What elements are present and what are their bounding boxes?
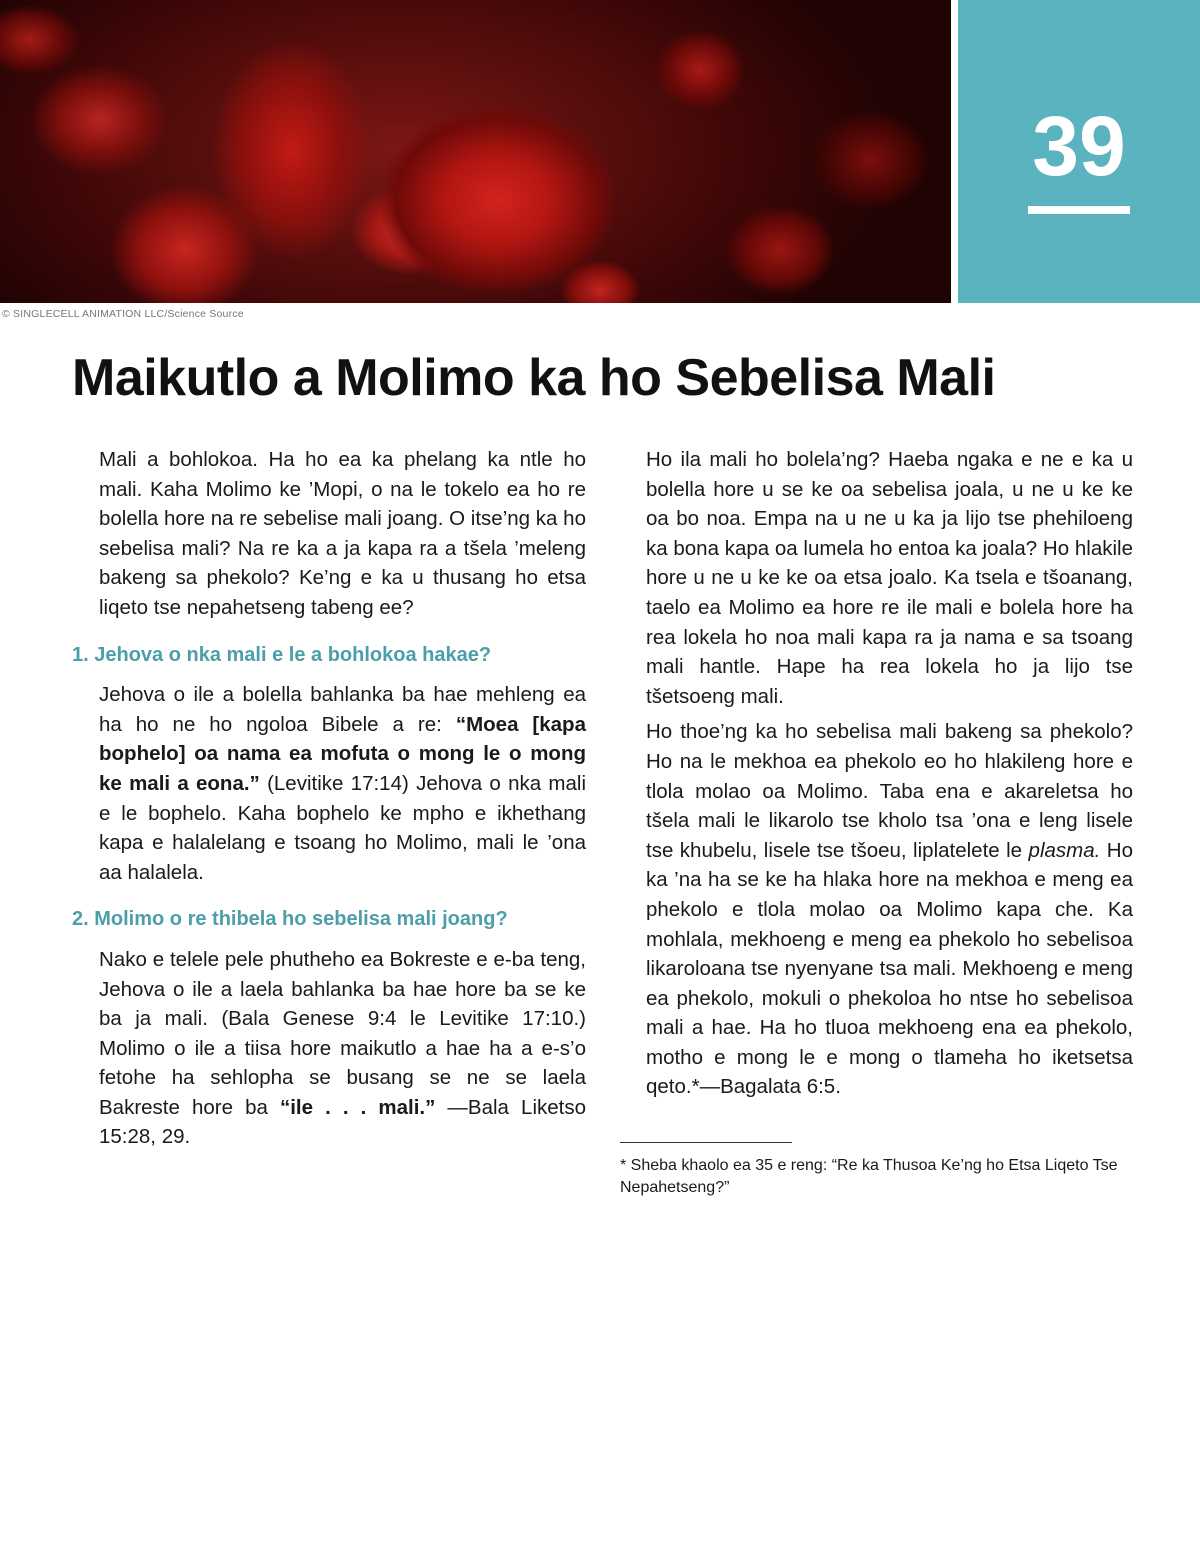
question-1-text-before: Jehova o ile a bolella bahlanka ba hae mehleng ea ha ho ne ho ngoloa Bibele a re: bbox=[99, 683, 586, 736]
blood-cells-photo bbox=[0, 0, 951, 303]
question-1-quote: “Moea [kapa bophelo] oa nama ea mofuta o mong le o mong ke mali a eona.” bbox=[99, 712, 586, 795]
footnote: * Sheba khaolo ea 35 e reng: “Re ka Thusoa Ke’ng ho Etsa Liqeto Tse Nepahetseng?” bbox=[620, 1157, 1118, 1196]
right-paragraph-2-after: Ho ka ’na ha se ke ha hlaka hore na mekhoa e meng ea phekolo e tlola molao oa Molimo kapa che. Ka mohlala, mekhoeng e meng ea phekolo ho sebelisoa likaroloana tse nyenyane tsa mali. Mekhoeng e meng ea phekolo, mokuli o phekoloa ho ntse ho sebelisoa mali a hae. Ha ho tluoa mekhoeng ena ea phekolo, motho e mong le e mong o tlameha ho iketsetsa qeto.*—Bagalata 6:5. bbox=[646, 838, 1133, 1099]
image-credit: © SINGLECELL ANIMATION LLC/Science Source bbox=[2, 308, 244, 320]
question-2-text-after: —Bala Liketso 15:28, 29. bbox=[99, 1095, 586, 1149]
question-2-number: 2. bbox=[72, 908, 89, 931]
question-1-paragraph bbox=[99, 680, 586, 887]
chapter-underline bbox=[1028, 206, 1130, 214]
chapter-number-box bbox=[958, 0, 1200, 303]
right-paragraph-2-before: Ho thoe’ng ka ho sebelisa mali bakeng sa phekolo? Ho na le mekhoa ea phekolo eo ho hlakileng hore e tlola molao oa Molimo. Taba ena e akareletsa ho tšela mali le likarolo tse kholo tsa ’ona e leng lisele tse khubelu, lisele tse tšoeu, liplatelete le bbox=[646, 720, 1133, 862]
intro-paragraph: Mali a bohlokoa. Ha ho ea ka phelang ka ntle ho mali. Kaha Molimo ke ’Mopi, o na le tokelo ea ho re bolella hore na re sebelise mali joang. O itse’ng ka ho sebelisa mali? Na re ka a ja kapa ra a tšela ’meleng bakeng sa phekolo? Ke’ng e ka u thusang ho etsa liqeto tse nepahetseng tabeng ee? bbox=[99, 448, 586, 619]
question-2-text: Molimo o re thibela ho sebelisa mali joang? bbox=[94, 908, 508, 931]
chapter-number: 39 bbox=[1032, 99, 1126, 193]
right-paragraph-2 bbox=[646, 717, 1133, 1102]
right-paragraph-1: Ho ila mali ho bolela’ng? Haeba ngaka e ne e ka u bolella hore u se ke oa sebelisa joala, u ne u ke ke oa bo noa. Empa na u ne u ka ja lijo tse phehiloeng ka bona kapa oa lumela ho entoa ka joala? Ho hlakile hore u ne u ke ke oa etsa joalo. Ka tsela e tšoanang, taelo ea Molimo ea hore re ile mali e bolela hore ha rea lokela ho noa mali kapa ra ja nama e sa tsoang mali hantle. Hape ha rea lokela ho ja lijo tse tšetsoeng mali. bbox=[646, 448, 1133, 708]
question-2-text-before: Nako e telele pele phutheho ea Bokreste e e-ba teng, Jehova o ile a laela bahlanka ba hae hore ba se ke ba ja mali. (Bala Genese 9:4 le Levitike 17:10.) Molimo o ile a tiisa hore maikutlo a hae ha a e-s’o fetohe ha sehlopha se busang se ne se laela Bakreste hore ba bbox=[99, 947, 586, 1119]
question-2-heading bbox=[72, 905, 586, 935]
right-column bbox=[646, 445, 1133, 1114]
question-2-quote: “ile . . . mali.” bbox=[279, 1095, 436, 1119]
question-1-text-after: (Levitike 17:14) Jehova o nka mali e le bophelo. Kaha bophelo ke mpho e ikhethang kapa e halalelang e tsoang ho Molimo, mali le ’ona aa halalela. bbox=[99, 771, 586, 884]
question-2-paragraph bbox=[99, 945, 586, 1152]
question-1-number: 1. bbox=[72, 643, 89, 666]
right-paragraph-2-italic: plasma. bbox=[1028, 838, 1101, 862]
page-title: Maikutlo a Molimo ka ho Sebelisa Mali bbox=[72, 349, 996, 407]
question-1-text: Jehova o nka mali e le a bohlokoa hakae? bbox=[94, 643, 492, 666]
question-1-heading bbox=[72, 641, 586, 671]
left-column bbox=[72, 445, 586, 1164]
footnote-divider bbox=[620, 1142, 792, 1143]
